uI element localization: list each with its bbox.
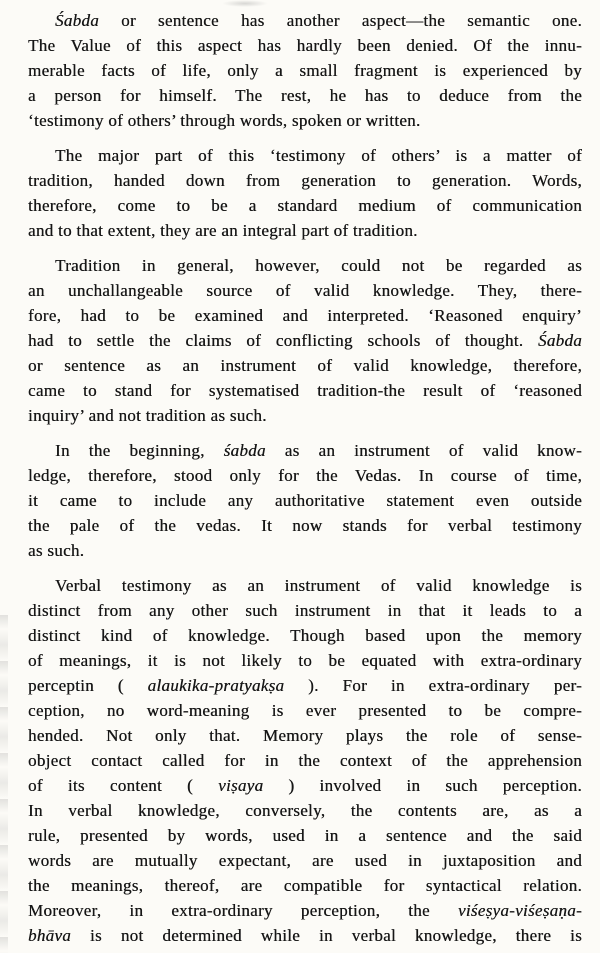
text-line <box>28 823 582 848</box>
text-line <box>28 403 582 428</box>
text-segment: as such. <box>28 541 85 560</box>
text-line <box>28 848 582 873</box>
text-line <box>28 8 582 33</box>
text-segment: merable facts of life, only a small fragment is experienced by <box>28 61 582 80</box>
text-segment: an unchallangeable source of valid knowledge. They, there- <box>28 281 582 300</box>
text-segment: Verbal testimony as an instrument of valid knowledge is <box>55 576 582 595</box>
text-line <box>28 598 582 623</box>
text-line <box>28 798 582 823</box>
paragraph <box>28 573 582 948</box>
italic-term: alaukika-pratyakṣa <box>147 676 285 695</box>
text-segment: inquiry’ and not tradition as such. <box>28 406 267 425</box>
text-segment: ledge, therefore, stood only for the Vedas. In course of time, <box>28 466 582 485</box>
text-segment: rule, presented by words, used in a sentence and the said <box>28 826 582 845</box>
italic-term: bhāva <box>28 926 72 945</box>
text-segment: came to stand for systematised tradition-the result of ‘reasoned <box>28 381 582 400</box>
text-segment: words are mutually expectant, are used in juxtaposition and <box>28 851 582 870</box>
text-segment: or sentence as an instrument of valid knowledge, therefore, <box>28 356 582 375</box>
text-line <box>28 573 582 598</box>
text-line <box>28 438 582 463</box>
text-line <box>28 33 582 58</box>
text-line <box>28 168 582 193</box>
text-line <box>28 773 582 798</box>
text-segment: of meanings, it is not likely to be equated with extra-ordinary <box>28 651 582 670</box>
text-segment: as an instrument of valid know- <box>265 441 582 460</box>
text-line <box>28 748 582 773</box>
text-segment: hended. Not only that. Memory plays the role of sense- <box>28 726 582 745</box>
text-segment: In verbal knowledge, conversely, the contents are, as a <box>28 801 582 820</box>
text-line <box>28 58 582 83</box>
text-line <box>28 328 582 353</box>
text-segment: tradition, handed down from generation to generation. Words, <box>28 171 582 190</box>
text-line <box>28 378 582 403</box>
text-segment: ) involved in such perception. <box>263 776 582 795</box>
text-segment: object contact called for in the context of the apprehension <box>28 751 582 770</box>
text-line <box>28 673 582 698</box>
binding-edge-artifact <box>0 615 8 953</box>
text-segment: and to that extent, they are an integral part of tradition. <box>28 221 418 240</box>
text-segment: of its content ( <box>28 776 219 795</box>
text-segment: a person for himself. The rest, he has to deduce from the <box>28 86 582 105</box>
text-segment: is not determined while in verbal knowledge, there is <box>71 926 582 945</box>
text-segment: it came to include any authoritative statement even outside <box>28 491 582 510</box>
paragraph <box>28 438 582 563</box>
text-line <box>28 538 582 563</box>
text-line <box>28 513 582 538</box>
text-line <box>28 923 582 948</box>
italic-term: Śabda <box>55 11 99 30</box>
text-line <box>28 698 582 723</box>
text-line <box>28 278 582 303</box>
text-segment: ‘testimony of others’ through words, spoken or written. <box>28 111 421 130</box>
text-segment: ception, no word-meaning is ever presented to be compre- <box>28 701 582 720</box>
page-text-block <box>28 8 582 948</box>
text-segment: The major part of this ‘testimony of others’ is a matter of <box>55 146 582 165</box>
text-segment: fore, had to be examined and interpreted. ‘Reasoned enquiry’ <box>28 306 582 325</box>
text-segment: The Value of this aspect has hardly been denied. Of the innu- <box>28 36 582 55</box>
italic-term: viṣaya <box>218 776 264 795</box>
text-segment: or sentence has another aspect—the semantic one. <box>99 11 582 30</box>
text-line <box>28 623 582 648</box>
text-line <box>28 303 582 328</box>
text-line <box>28 143 582 168</box>
text-segment: distinct from any other such instrument in that it leads to a <box>28 601 582 620</box>
text-line <box>28 898 582 923</box>
text-segment: Moreover, in extra-ordinary perception, the <box>28 901 458 920</box>
text-segment: therefore, come to be a standard medium of communication <box>28 196 582 215</box>
text-line <box>28 723 582 748</box>
text-segment: the pale of the vedas. It now stands for verbal testimony <box>28 516 582 535</box>
text-line <box>28 218 582 243</box>
text-segment: had to settle the claims of conflicting schools of thought. <box>28 331 538 350</box>
text-segment: In the beginning, <box>55 441 224 460</box>
text-line <box>28 463 582 488</box>
text-line <box>28 108 582 133</box>
text-segment: the meanings, thereof, are compatible for syntactical relation. <box>28 876 582 895</box>
text-segment: distinct kind of knowledge. Though based upon the memory <box>28 626 582 645</box>
text-segment: Tradition in general, however, could not be regarded as <box>55 256 582 275</box>
text-line <box>28 253 582 278</box>
italic-term: śabda <box>223 441 266 460</box>
paragraph <box>28 143 582 243</box>
text-segment: perceptin ( <box>28 676 148 695</box>
text-line <box>28 488 582 513</box>
scan-smudge-artifact <box>222 0 268 7</box>
text-line <box>28 648 582 673</box>
italic-term: Śabda <box>538 331 582 350</box>
text-line <box>28 193 582 218</box>
text-line <box>28 83 582 108</box>
paragraph <box>28 8 582 133</box>
italic-term: viśeṣya-viśeṣaṇa- <box>457 901 582 920</box>
text-segment: ). For in extra-ordinary per- <box>284 676 582 695</box>
paragraph <box>28 253 582 428</box>
text-line <box>28 353 582 378</box>
text-line <box>28 873 582 898</box>
